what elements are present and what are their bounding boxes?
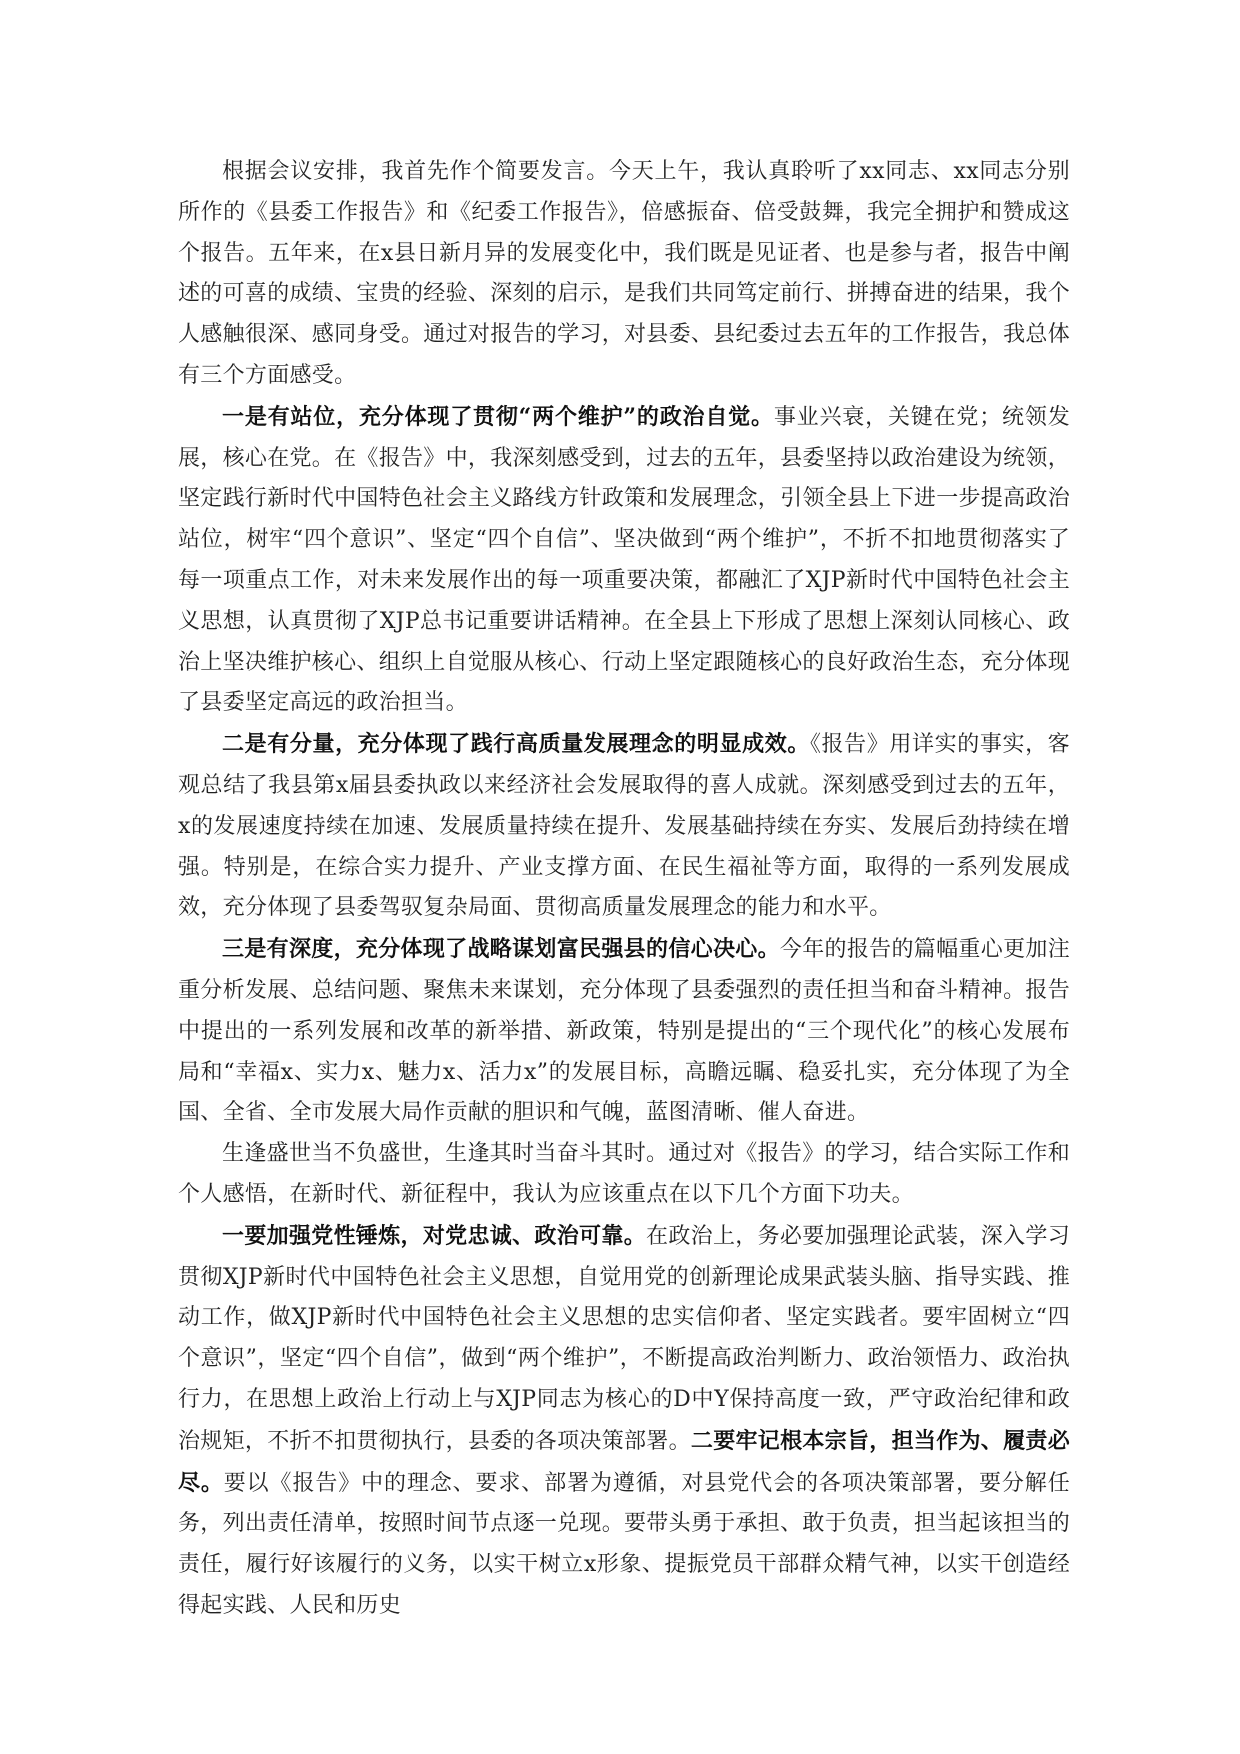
paragraph-text: 《报告》用详实的事实，客观总结了我县第x届县委执政以来经济社会发展取得的喜人成就。深刻感受到过去的五年，x的发展速度持续在加速、发展质量持续在提升、发展基础持续在夯实、发展后劲持续在增强。特别是，在综合实力提升、产业支撑方面、在民生福祉等方面，取得的一系列发展成效，充分体现了县委驾驭复杂局面、贯彻高质量发展理念的能力和水平。 [178,732,1070,921]
paragraph-text: 生逢盛世当不负盛世，生逢其时当奋斗其时。通过对《报告》的学习，结合实际工作和个人感悟，在新时代、新征程中，我认为应该重点在以下几个方面下功夫。 [178,1141,1070,1207]
paragraph-point-one [178,397,1070,724]
paragraph-text: 今年的报告的篇幅重心更加注重分析发展、总结问题、聚焦未来谋划，充分体现了县委强烈的责任担当和奋斗精神。报告中提出的一系列发展和改革的新举措、新政策，特别是提出的“三个现代化”的核心发展布局和“幸福x、实力x、魅力x、活力x”的发展目标，高瞻远瞩、稳妥扎实，充分体现了为全国、全省、全市发展大局作贡献的胆识和气魄，蓝图清晰、催人奋进。 [178,937,1071,1126]
paragraph-transition [178,1134,1070,1216]
paragraph-lead-second: 二要牢记根本宗旨，担当作为、履责必尽。 [178,1427,1071,1496]
paragraph-requirements [178,1216,1070,1627]
paragraph-text-second: 要以《报告》中的理念、要求、部署为遵循，对县党代会的各项决策部署，要分解任务，列出责任清单，按照时间节点逐一兑现。要带头勇于承担、敢于负责，担当起该担当的责任，履行好该履行的义务，以实干树立x形象、提振党员干部群众精气神，以实干创造经得起实践、人民和历史 [178,1470,1071,1618]
paragraph-point-two [178,724,1070,929]
document-body [178,152,1070,1627]
paragraph-text: 在政治上，务必要加强理论武装，深入学习贯彻XJP新时代中国特色社会主义思想，自觉用党的创新理论成果武装头脑、指导实践、推动工作，做XJP新时代中国特色社会主义思想的忠实信仰者、坚定实践者。要牢固树立“四个意识”，坚定“四个自信”，做到“两个维护”，不断提高政治判断力、政治领悟力、政治执行力，在思想上政治上行动上与XJP同志为核心的D中Y保持高度一致，严守政治纪律和政治规矩，不折不扣贯彻执行，县委的各项决策部署。 [178,1223,1071,1454]
paragraph-lead: 一要加强党性锤炼，对党忠诚、政治可靠。 [222,1222,647,1249]
paragraph-lead: 二是有分量，充分体现了践行高质量发展理念的明显成效。 [222,731,810,758]
paragraph-text: 根据会议安排，我首先作个简要发言。今天上午，我认真聆听了xx同志、xx同志分别所作的《县委工作报告》和《纪委工作报告》，倍感振奋、倍受鼓舞，我完全拥护和赞成这个报告。五年来，在x县日新月异的发展变化中，我们既是见证者、也是参与者，报告中阐述的可喜的成绩、宝贵的经验、深刻的启示，是我们共同笃定前行、拼搏奋进的结果，我个人感触很深、感同身受。通过对报告的学习，对县委、县纪委过去五年的工作报告，我总体有三个方面感受。 [178,159,1071,388]
paragraph-intro [178,152,1070,397]
paragraph-point-three [178,929,1070,1134]
paragraph-text: 事业兴衰，关键在党；统领发展，核心在党。在《报告》中，我深刻感受到，过去的五年，县委坚持以政治建设为统领，坚定践行新时代中国特色社会主义路线方针政策和发展理念，引领全县上下进一步提高政治站位，树牢“四个意识”、坚定“四个自信”、坚决做到“两个维护”，不折不扣地贯彻落实了每一项重点工作，对未来发展作出的每一项重要决策，都融汇了XJP新时代中国特色社会主义思想，认真贯彻了XJP总书记重要讲话精神。在全县上下形成了思想上深刻认同核心、政治上坚决维护核心、组织上自觉服从核心、行动上坚定跟随核心的良好政治生态，充分体现了县委坚定高远的政治担当。 [178,404,1071,716]
paragraph-lead: 三是有深度，充分体现了战略谋划富民强县的信心决心。 [222,936,780,963]
paragraph-lead: 一是有站位，充分体现了贯彻“两个维护”的政治自觉。 [222,403,774,430]
